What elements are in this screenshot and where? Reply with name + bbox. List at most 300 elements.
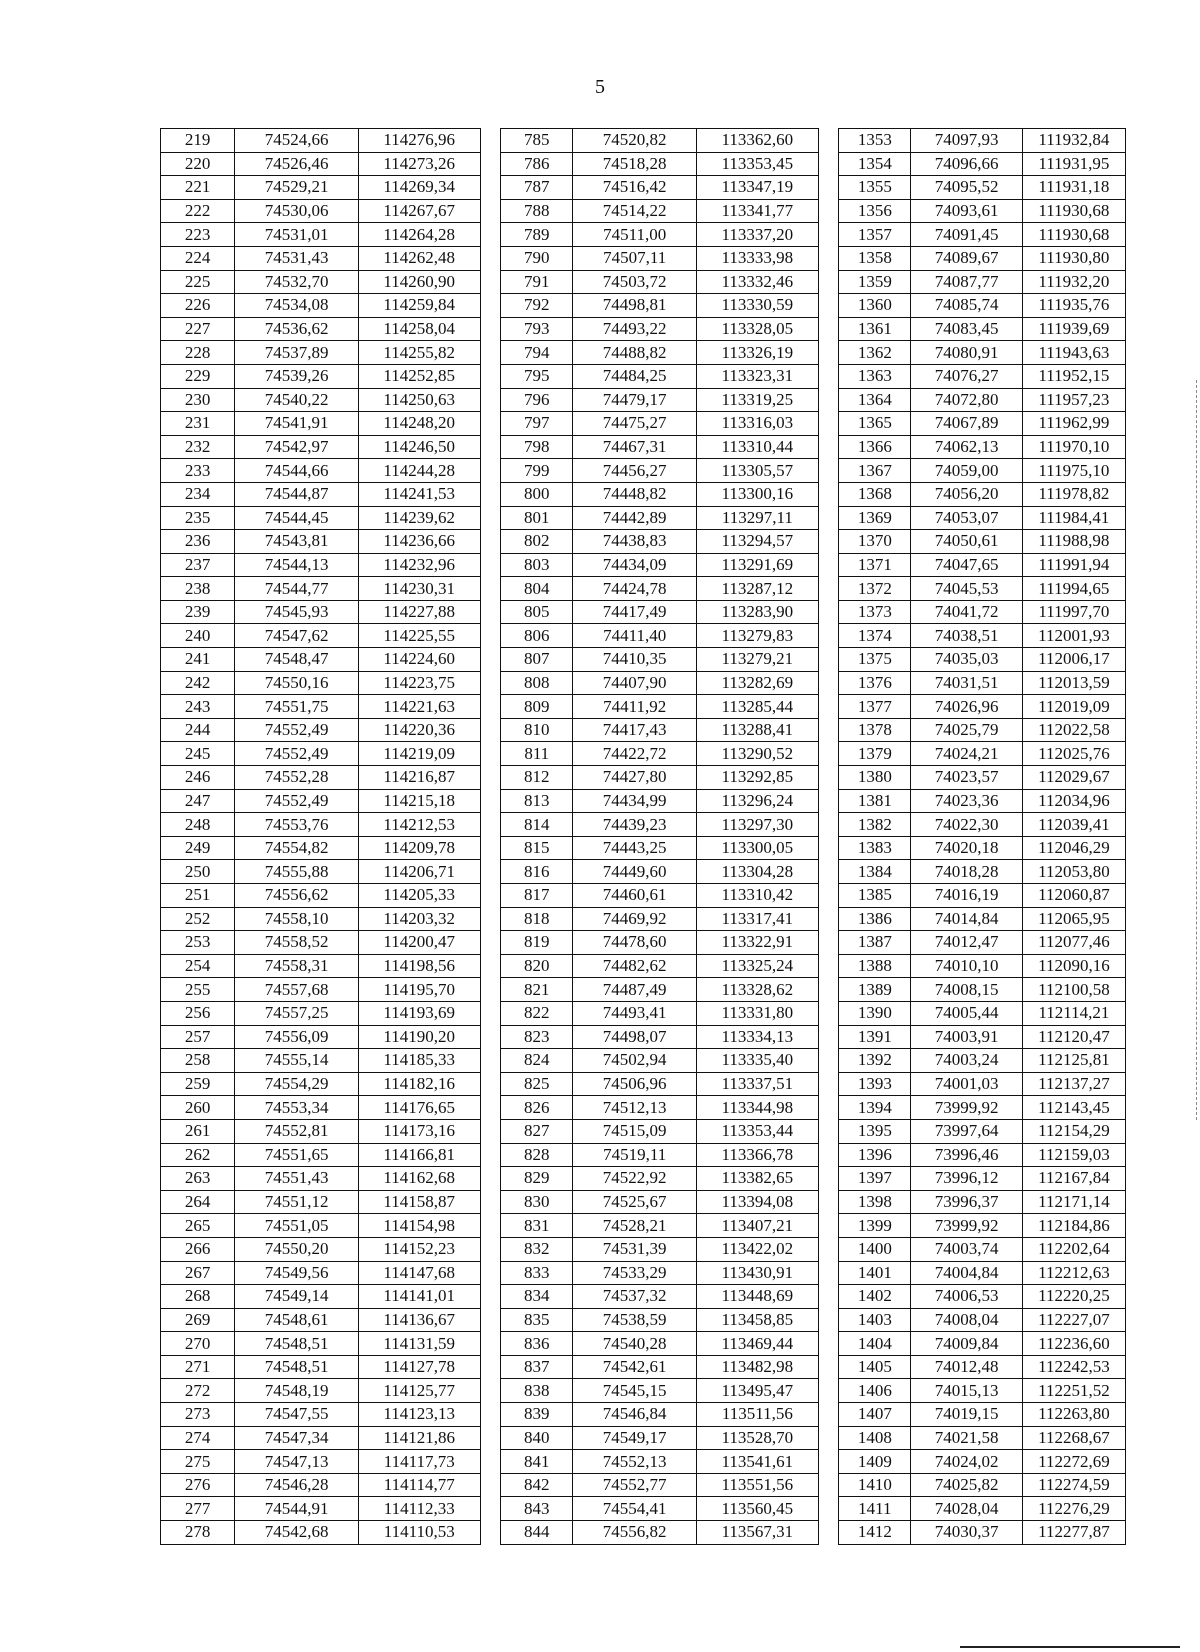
- y-coordinate-cell: 114162,68: [358, 1167, 480, 1191]
- point-number-cell: 241: [161, 648, 235, 672]
- y-coordinate-cell: 111930,68: [1022, 223, 1125, 247]
- table-row: [161, 1426, 1126, 1450]
- y-coordinate-cell: 112159,03: [1022, 1143, 1125, 1167]
- table-row: [161, 129, 1126, 153]
- table-row: [161, 671, 1126, 695]
- y-coordinate-cell: 113551,56: [697, 1473, 819, 1497]
- x-coordinate-cell: 74526,46: [235, 152, 359, 176]
- table-row: [161, 1497, 1126, 1521]
- y-coordinate-cell: 114110,53: [358, 1521, 480, 1545]
- x-coordinate-cell: 74552,28: [235, 766, 359, 790]
- y-coordinate-cell: 113297,11: [697, 506, 819, 530]
- y-coordinate-cell: 112114,21: [1022, 1001, 1125, 1025]
- point-number-cell: 1355: [839, 176, 911, 200]
- column-gap: [480, 1450, 501, 1474]
- point-number-cell: 276: [161, 1473, 235, 1497]
- y-coordinate-cell: 112171,14: [1022, 1190, 1125, 1214]
- y-coordinate-cell: 113310,44: [697, 435, 819, 459]
- point-number-cell: 1356: [839, 199, 911, 223]
- x-coordinate-cell: 74025,79: [911, 718, 1022, 742]
- x-coordinate-cell: 74555,14: [235, 1049, 359, 1073]
- x-coordinate-cell: 74488,82: [573, 341, 697, 365]
- x-coordinate-cell: 74547,34: [235, 1426, 359, 1450]
- point-number-cell: 273: [161, 1403, 235, 1427]
- point-number-cell: 1397: [839, 1167, 911, 1191]
- table-row: [161, 388, 1126, 412]
- x-coordinate-cell: 74551,43: [235, 1167, 359, 1191]
- x-coordinate-cell: 74434,99: [573, 789, 697, 813]
- x-coordinate-cell: 74005,44: [911, 1001, 1022, 1025]
- x-coordinate-cell: 74093,61: [911, 199, 1022, 223]
- y-coordinate-cell: 112263,80: [1022, 1403, 1125, 1427]
- y-coordinate-cell: 113317,41: [697, 907, 819, 931]
- point-number-cell: 260: [161, 1096, 235, 1120]
- y-coordinate-cell: 113305,57: [697, 459, 819, 483]
- y-coordinate-cell: 112137,27: [1022, 1072, 1125, 1096]
- point-number-cell: 1405: [839, 1355, 911, 1379]
- x-coordinate-cell: 74438,83: [573, 530, 697, 554]
- point-number-cell: 1398: [839, 1190, 911, 1214]
- column-gap: [818, 766, 839, 790]
- x-coordinate-cell: 74008,15: [911, 978, 1022, 1002]
- point-number-cell: 809: [501, 695, 573, 719]
- y-coordinate-cell: 111975,10: [1022, 459, 1125, 483]
- y-coordinate-cell: 113296,24: [697, 789, 819, 813]
- column-gap: [480, 1426, 501, 1450]
- y-coordinate-cell: 113300,16: [697, 482, 819, 506]
- point-number-cell: 278: [161, 1521, 235, 1545]
- y-coordinate-cell: 114182,16: [358, 1072, 480, 1096]
- table-row: [161, 718, 1126, 742]
- point-number-cell: 261: [161, 1119, 235, 1143]
- point-number-cell: 819: [501, 931, 573, 955]
- y-coordinate-cell: 113541,61: [697, 1450, 819, 1474]
- y-coordinate-cell: 114114,77: [358, 1473, 480, 1497]
- x-coordinate-cell: 74544,45: [235, 506, 359, 530]
- table-row: [161, 884, 1126, 908]
- y-coordinate-cell: 113448,69: [697, 1285, 819, 1309]
- x-coordinate-cell: 74035,03: [911, 648, 1022, 672]
- column-gap: [818, 1214, 839, 1238]
- point-number-cell: 786: [501, 152, 573, 176]
- point-number-cell: 841: [501, 1450, 573, 1474]
- y-coordinate-cell: 113331,80: [697, 1001, 819, 1025]
- point-number-cell: 1403: [839, 1308, 911, 1332]
- column-gap: [818, 129, 839, 153]
- column-gap: [818, 907, 839, 931]
- x-coordinate-cell: 74538,59: [573, 1308, 697, 1332]
- x-coordinate-cell: 74556,82: [573, 1521, 697, 1545]
- x-coordinate-cell: 74427,80: [573, 766, 697, 790]
- point-number-cell: 838: [501, 1379, 573, 1403]
- y-coordinate-cell: 112090,16: [1022, 954, 1125, 978]
- column-gap: [818, 1403, 839, 1427]
- column-gap: [480, 1497, 501, 1521]
- column-gap: [818, 860, 839, 884]
- column-gap: [480, 1308, 501, 1332]
- x-coordinate-cell: 74552,13: [573, 1450, 697, 1474]
- y-coordinate-cell: 111988,98: [1022, 530, 1125, 554]
- y-coordinate-cell: 114241,53: [358, 482, 480, 506]
- y-coordinate-cell: 111932,84: [1022, 129, 1125, 153]
- column-gap: [480, 624, 501, 648]
- x-coordinate-cell: 74014,84: [911, 907, 1022, 931]
- x-coordinate-cell: 74549,56: [235, 1261, 359, 1285]
- x-coordinate-cell: 74442,89: [573, 506, 697, 530]
- y-coordinate-cell: 114273,26: [358, 152, 480, 176]
- table-row: [161, 1025, 1126, 1049]
- table-row: [161, 1379, 1126, 1403]
- x-coordinate-cell: 74553,76: [235, 813, 359, 837]
- table-row: [161, 1119, 1126, 1143]
- y-coordinate-cell: 113283,90: [697, 600, 819, 624]
- x-coordinate-cell: 74028,04: [911, 1497, 1022, 1521]
- point-number-cell: 823: [501, 1025, 573, 1049]
- y-coordinate-cell: 112227,07: [1022, 1308, 1125, 1332]
- y-coordinate-cell: 111994,65: [1022, 577, 1125, 601]
- x-coordinate-cell: 74531,43: [235, 246, 359, 270]
- y-coordinate-cell: 114176,65: [358, 1096, 480, 1120]
- x-coordinate-cell: 74548,51: [235, 1355, 359, 1379]
- y-coordinate-cell: 113310,42: [697, 884, 819, 908]
- y-coordinate-cell: 113288,41: [697, 718, 819, 742]
- point-number-cell: 817: [501, 884, 573, 908]
- column-gap: [818, 364, 839, 388]
- column-gap: [480, 813, 501, 837]
- point-number-cell: 1380: [839, 766, 911, 790]
- column-gap: [480, 1285, 501, 1309]
- point-number-cell: 1391: [839, 1025, 911, 1049]
- column-gap: [480, 718, 501, 742]
- column-gap: [480, 1001, 501, 1025]
- point-number-cell: 1370: [839, 530, 911, 554]
- point-number-cell: 1387: [839, 931, 911, 955]
- point-number-cell: 1357: [839, 223, 911, 247]
- y-coordinate-cell: 113294,57: [697, 530, 819, 554]
- x-coordinate-cell: 74548,19: [235, 1379, 359, 1403]
- x-coordinate-cell: 74539,26: [235, 364, 359, 388]
- x-coordinate-cell: 74072,80: [911, 388, 1022, 412]
- table-row: [161, 1308, 1126, 1332]
- table-row: [161, 1355, 1126, 1379]
- x-coordinate-cell: 74542,68: [235, 1521, 359, 1545]
- point-number-cell: 1353: [839, 129, 911, 153]
- y-coordinate-cell: 114260,90: [358, 270, 480, 294]
- point-number-cell: 824: [501, 1049, 573, 1073]
- x-coordinate-cell: 74552,81: [235, 1119, 359, 1143]
- y-coordinate-cell: 112143,45: [1022, 1096, 1125, 1120]
- x-coordinate-cell: 74515,09: [573, 1119, 697, 1143]
- column-gap: [480, 199, 501, 223]
- y-coordinate-cell: 114262,48: [358, 246, 480, 270]
- point-number-cell: 268: [161, 1285, 235, 1309]
- x-coordinate-cell: 74507,11: [573, 246, 697, 270]
- y-coordinate-cell: 111935,76: [1022, 294, 1125, 318]
- y-coordinate-cell: 114123,13: [358, 1403, 480, 1427]
- column-gap: [818, 435, 839, 459]
- y-coordinate-cell: 114212,53: [358, 813, 480, 837]
- column-gap: [480, 1403, 501, 1427]
- y-coordinate-cell: 114244,28: [358, 459, 480, 483]
- x-coordinate-cell: 74498,81: [573, 294, 697, 318]
- point-number-cell: 249: [161, 836, 235, 860]
- x-coordinate-cell: 74024,02: [911, 1450, 1022, 1474]
- y-coordinate-cell: 114215,18: [358, 789, 480, 813]
- x-coordinate-cell: 74059,00: [911, 459, 1022, 483]
- y-coordinate-cell: 112120,47: [1022, 1025, 1125, 1049]
- table-row: [161, 1049, 1126, 1073]
- column-gap: [480, 246, 501, 270]
- x-coordinate-cell: 74025,82: [911, 1473, 1022, 1497]
- point-number-cell: 1386: [839, 907, 911, 931]
- y-coordinate-cell: 114141,01: [358, 1285, 480, 1309]
- column-gap: [480, 1332, 501, 1356]
- x-coordinate-cell: 74484,25: [573, 364, 697, 388]
- point-number-cell: 227: [161, 317, 235, 341]
- column-gap: [480, 978, 501, 1002]
- point-number-cell: 262: [161, 1143, 235, 1167]
- y-coordinate-cell: 111984,41: [1022, 506, 1125, 530]
- y-coordinate-cell: 113304,28: [697, 860, 819, 884]
- x-coordinate-cell: 74554,82: [235, 836, 359, 860]
- column-gap: [480, 388, 501, 412]
- table-row: [161, 364, 1126, 388]
- x-coordinate-cell: 74556,62: [235, 884, 359, 908]
- column-gap: [818, 317, 839, 341]
- column-gap: [818, 1143, 839, 1167]
- point-number-cell: 1360: [839, 294, 911, 318]
- x-coordinate-cell: 74479,17: [573, 388, 697, 412]
- x-coordinate-cell: 74475,27: [573, 412, 697, 436]
- y-coordinate-cell: 112242,53: [1022, 1355, 1125, 1379]
- point-number-cell: 813: [501, 789, 573, 813]
- x-coordinate-cell: 74557,25: [235, 1001, 359, 1025]
- y-coordinate-cell: 113469,44: [697, 1332, 819, 1356]
- y-coordinate-cell: 113430,91: [697, 1261, 819, 1285]
- point-number-cell: 1366: [839, 435, 911, 459]
- x-coordinate-cell: 74026,96: [911, 695, 1022, 719]
- point-number-cell: 263: [161, 1167, 235, 1191]
- point-number-cell: 1375: [839, 648, 911, 672]
- x-coordinate-cell: 74550,20: [235, 1237, 359, 1261]
- x-coordinate-cell: 74506,96: [573, 1072, 697, 1096]
- table-row: [161, 270, 1126, 294]
- x-coordinate-cell: 74001,03: [911, 1072, 1022, 1096]
- point-number-cell: 1392: [839, 1049, 911, 1073]
- point-number-cell: 223: [161, 223, 235, 247]
- point-number-cell: 815: [501, 836, 573, 860]
- point-number-cell: 245: [161, 742, 235, 766]
- point-number-cell: 801: [501, 506, 573, 530]
- y-coordinate-cell: 113560,45: [697, 1497, 819, 1521]
- y-coordinate-cell: 114136,67: [358, 1308, 480, 1332]
- point-number-cell: 274: [161, 1426, 235, 1450]
- x-coordinate-cell: 74449,60: [573, 860, 697, 884]
- y-coordinate-cell: 113300,05: [697, 836, 819, 860]
- y-coordinate-cell: 111997,70: [1022, 600, 1125, 624]
- x-coordinate-cell: 74080,91: [911, 341, 1022, 365]
- table-row: [161, 1332, 1126, 1356]
- x-coordinate-cell: 74522,92: [573, 1167, 697, 1191]
- y-coordinate-cell: 113287,12: [697, 577, 819, 601]
- table-row: [161, 577, 1126, 601]
- y-coordinate-cell: 112220,25: [1022, 1285, 1125, 1309]
- column-gap: [818, 1049, 839, 1073]
- column-gap: [818, 1379, 839, 1403]
- x-coordinate-cell: 74550,16: [235, 671, 359, 695]
- column-gap: [818, 1426, 839, 1450]
- table-row: [161, 341, 1126, 365]
- y-coordinate-cell: 112046,29: [1022, 836, 1125, 860]
- column-gap: [480, 435, 501, 459]
- x-coordinate-cell: 74554,29: [235, 1072, 359, 1096]
- point-number-cell: 231: [161, 412, 235, 436]
- column-gap: [480, 1143, 501, 1167]
- point-number-cell: 799: [501, 459, 573, 483]
- point-number-cell: 794: [501, 341, 573, 365]
- x-coordinate-cell: 74030,37: [911, 1521, 1022, 1545]
- column-gap: [818, 718, 839, 742]
- x-coordinate-cell: 74531,39: [573, 1237, 697, 1261]
- x-coordinate-cell: 74533,29: [573, 1261, 697, 1285]
- table-row: [161, 907, 1126, 931]
- y-coordinate-cell: 114276,96: [358, 129, 480, 153]
- x-coordinate-cell: 74548,61: [235, 1308, 359, 1332]
- point-number-cell: 253: [161, 931, 235, 955]
- table-row: [161, 624, 1126, 648]
- point-number-cell: 811: [501, 742, 573, 766]
- y-coordinate-cell: 114232,96: [358, 553, 480, 577]
- table-row: [161, 553, 1126, 577]
- x-coordinate-cell: 74023,36: [911, 789, 1022, 813]
- x-coordinate-cell: 74532,70: [235, 270, 359, 294]
- x-coordinate-cell: 74557,68: [235, 978, 359, 1002]
- y-coordinate-cell: 112274,59: [1022, 1473, 1125, 1497]
- column-gap: [818, 294, 839, 318]
- y-coordinate-cell: 114154,98: [358, 1214, 480, 1238]
- point-number-cell: 257: [161, 1025, 235, 1049]
- x-coordinate-cell: 74545,15: [573, 1379, 697, 1403]
- y-coordinate-cell: 113326,19: [697, 341, 819, 365]
- y-coordinate-cell: 114205,33: [358, 884, 480, 908]
- column-gap: [818, 600, 839, 624]
- column-gap: [480, 695, 501, 719]
- y-coordinate-cell: 114230,31: [358, 577, 480, 601]
- point-number-cell: 787: [501, 176, 573, 200]
- point-number-cell: 219: [161, 129, 235, 153]
- y-coordinate-cell: 112025,76: [1022, 742, 1125, 766]
- column-gap: [480, 270, 501, 294]
- point-number-cell: 843: [501, 1497, 573, 1521]
- column-gap: [818, 152, 839, 176]
- column-gap: [480, 1096, 501, 1120]
- scan-bottom-line: [960, 1646, 1180, 1648]
- point-number-cell: 237: [161, 553, 235, 577]
- table-row: [161, 860, 1126, 884]
- x-coordinate-cell: 74006,53: [911, 1285, 1022, 1309]
- point-number-cell: 812: [501, 766, 573, 790]
- x-coordinate-cell: 74544,77: [235, 577, 359, 601]
- point-number-cell: 1412: [839, 1521, 911, 1545]
- column-gap: [480, 1190, 501, 1214]
- table-body: [161, 129, 1126, 1545]
- x-coordinate-cell: 74008,04: [911, 1308, 1022, 1332]
- x-coordinate-cell: 74493,22: [573, 317, 697, 341]
- table-row: [161, 954, 1126, 978]
- y-coordinate-cell: 114216,87: [358, 766, 480, 790]
- column-gap: [818, 978, 839, 1002]
- y-coordinate-cell: 112125,81: [1022, 1049, 1125, 1073]
- y-coordinate-cell: 114246,50: [358, 435, 480, 459]
- y-coordinate-cell: 114125,77: [358, 1379, 480, 1403]
- column-gap: [818, 530, 839, 554]
- x-coordinate-cell: 74087,77: [911, 270, 1022, 294]
- y-coordinate-cell: 114259,84: [358, 294, 480, 318]
- y-coordinate-cell: 114223,75: [358, 671, 480, 695]
- column-gap: [818, 1473, 839, 1497]
- point-number-cell: 1383: [839, 836, 911, 860]
- column-gap: [480, 459, 501, 483]
- column-gap: [480, 1237, 501, 1261]
- table-row: [161, 1001, 1126, 1025]
- point-number-cell: 224: [161, 246, 235, 270]
- y-coordinate-cell: 113341,77: [697, 199, 819, 223]
- x-coordinate-cell: 73996,37: [911, 1190, 1022, 1214]
- x-coordinate-cell: 74537,32: [573, 1285, 697, 1309]
- point-number-cell: 1401: [839, 1261, 911, 1285]
- point-number-cell: 246: [161, 766, 235, 790]
- y-coordinate-cell: 113344,98: [697, 1096, 819, 1120]
- column-gap: [818, 884, 839, 908]
- x-coordinate-cell: 74067,89: [911, 412, 1022, 436]
- y-coordinate-cell: 114198,56: [358, 954, 480, 978]
- column-gap: [818, 1237, 839, 1261]
- y-coordinate-cell: 111943,63: [1022, 341, 1125, 365]
- point-number-cell: 1409: [839, 1450, 911, 1474]
- column-gap: [480, 1261, 501, 1285]
- point-number-cell: 1385: [839, 884, 911, 908]
- column-gap: [818, 1285, 839, 1309]
- column-gap: [480, 907, 501, 931]
- x-coordinate-cell: 74010,10: [911, 954, 1022, 978]
- y-coordinate-cell: 113528,70: [697, 1426, 819, 1450]
- y-coordinate-cell: 112053,80: [1022, 860, 1125, 884]
- y-coordinate-cell: 114147,68: [358, 1261, 480, 1285]
- point-number-cell: 247: [161, 789, 235, 813]
- y-coordinate-cell: 112268,67: [1022, 1426, 1125, 1450]
- x-coordinate-cell: 74038,51: [911, 624, 1022, 648]
- x-coordinate-cell: 74520,82: [573, 129, 697, 153]
- x-coordinate-cell: 74558,10: [235, 907, 359, 931]
- point-number-cell: 1404: [839, 1332, 911, 1356]
- point-number-cell: 1372: [839, 577, 911, 601]
- table-row: [161, 1072, 1126, 1096]
- y-coordinate-cell: 112077,46: [1022, 931, 1125, 955]
- point-number-cell: 220: [161, 152, 235, 176]
- point-number-cell: 820: [501, 954, 573, 978]
- x-coordinate-cell: 74021,58: [911, 1426, 1022, 1450]
- y-coordinate-cell: 112006,17: [1022, 648, 1125, 672]
- y-coordinate-cell: 114219,09: [358, 742, 480, 766]
- table-row: [161, 317, 1126, 341]
- x-coordinate-cell: 74482,62: [573, 954, 697, 978]
- column-gap: [818, 1332, 839, 1356]
- point-number-cell: 1378: [839, 718, 911, 742]
- column-gap: [818, 412, 839, 436]
- y-coordinate-cell: 113482,98: [697, 1355, 819, 1379]
- column-gap: [480, 1473, 501, 1497]
- point-number-cell: 256: [161, 1001, 235, 1025]
